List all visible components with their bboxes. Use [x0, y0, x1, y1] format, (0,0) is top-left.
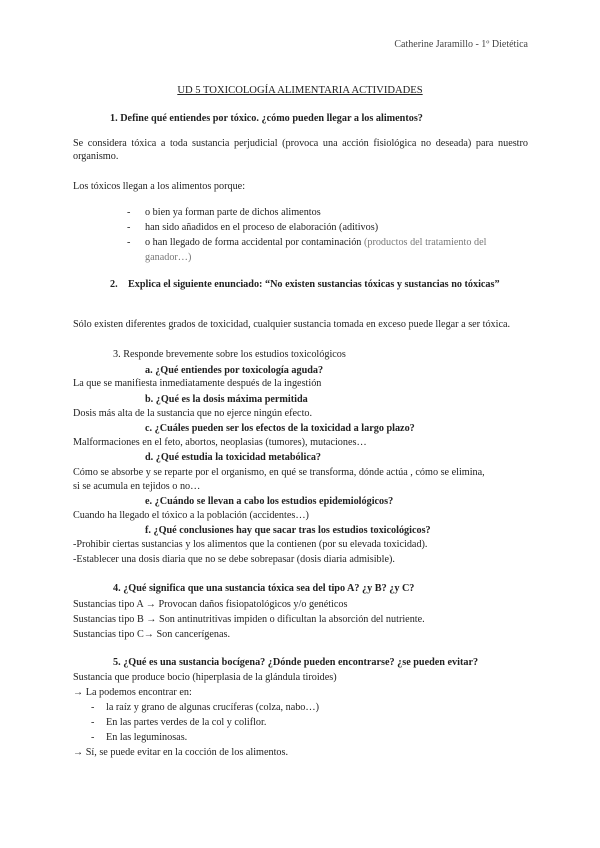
q1-item — [145, 236, 486, 249]
q3f-question: f. ¿Qué conclusiones hay que sacar tras los estudios toxicológicos? — [145, 525, 431, 536]
q1-heading: 1. Define qué entiendes por tóxico. ¿cómo pueden llegar a los alimentos? — [110, 113, 423, 124]
q3e-answer: Cuando ha llegado el tóxico a la población (accidentes…) — [73, 510, 309, 521]
q3c-answer: Malformaciones en el feto, abortos, neoplasias (tumores), mutaciones… — [73, 437, 367, 448]
q5-item: la raíz y grano de algunas crucíferas (colza, nabo…) — [106, 702, 319, 713]
q5-line-last: → Sí, se puede evitar en la cocción de los alimentos. — [73, 747, 289, 758]
q3d-question: d. ¿Qué estudia la toxicidad metabólica? — [145, 452, 322, 463]
q5-heading: 5. ¿Qué es una sustancia bocígena? ¿Dónde pueden encontrarse? ¿se pueden evitar? — [113, 657, 479, 668]
q3f-answer: -Establecer una dosis diaria que no se debe sobrepasar (dosis diaria admisible). — [73, 554, 395, 565]
bullet-dash: - — [91, 732, 95, 743]
q3f-answer: -Prohibir ciertas sustancias y los alimentos que la contienen (por su elevada toxicidad). — [73, 539, 428, 550]
q4-heading: 4. ¿Qué significa que una sustancia tóxica sea del tipo A? ¿y B? ¿y C? — [113, 583, 415, 594]
q1-answer: Se considera tóxica a toda sustancia perjudicial (provoca una acción fisiológica no deseada) para nuestro organismo. — [73, 138, 528, 162]
q3e-question: e. ¿Cuándo se llevan a cabo los estudios epidemiológicos? — [145, 496, 394, 507]
q5-item: En las partes verdes de la col y coliflor. — [106, 717, 267, 728]
q2-number: 2. — [110, 279, 118, 290]
q2-heading: Explica el siguiente enunciado: “No existen sustancias tóxicas y sustancias no tóxicas” — [128, 279, 500, 290]
bullet-dash: - — [127, 207, 131, 218]
bullet-dash: - — [91, 702, 95, 713]
q5-line: Sustancia que produce bocio (hiperplasia de la glándula tiroides) — [73, 672, 337, 683]
q3a-question: a. ¿Qué entiendes por toxicología aguda? — [145, 365, 324, 376]
page-title: UD 5 TOXICOLOGÍA ALIMENTARIA ACTIVIDADES — [177, 85, 423, 96]
q3d-answer: Cómo se absorbe y se reparte por el organismo, en qué se transforma, dónde actúa , cómo se elimina, — [73, 467, 485, 478]
q3b-answer: Dosis más alta de la sustancia que no ejerce ningún efecto. — [73, 408, 313, 419]
q5-line: → La podemos encontrar en: — [73, 687, 192, 698]
q3-heading: 3. Responde brevemente sobre los estudios toxicológicos — [113, 349, 346, 360]
q1-item: o bien ya forman parte de dichos alimentos — [145, 207, 321, 218]
q3a-answer: La que se manifiesta inmediatamente después de la ingestión — [73, 378, 322, 389]
q5-item: En las leguminosas. — [106, 732, 188, 743]
q1-item3-main: o han llegado de forma accidental por contaminación — [145, 237, 362, 248]
q2-answer: Sólo existen diferentes grados de toxicidad, cualquier sustancia tomada en exceso puede llegar a ser tóxica. — [73, 319, 511, 330]
q4-line: Sustancias tipo B → Son antinutritivas impiden o dificultan la absorción del nutriente. — [73, 614, 425, 625]
q3d-answer-cont: si se acumula en tejidos o no… — [73, 481, 201, 492]
q4-line: Sustancias tipo A → Provocan daños fisiopatológicos y/o genéticos — [73, 599, 348, 610]
q1-item3-grey-cont: ganador…) — [145, 252, 192, 263]
q4-line: Sustancias tipo C→ Son cancerígenas. — [73, 629, 231, 640]
bullet-dash: - — [127, 237, 131, 248]
bullet-dash: - — [91, 717, 95, 728]
q1-intro: Los tóxicos llegan a los alimentos porque: — [73, 181, 246, 192]
q3c-question: c. ¿Cuáles pueden ser los efectos de la toxicidad a largo plazo? — [145, 423, 415, 434]
page-header: Catherine Jaramillo - 1º Dietética — [394, 39, 528, 50]
q1-item: han sido añadidos en el proceso de elaboración (aditivos) — [145, 222, 379, 233]
q1-item3-grey: (productos del tratamiento del — [363, 237, 487, 248]
q3b-question: b. ¿Qué es la dosis máxima permitida — [145, 394, 308, 405]
bullet-dash: - — [127, 222, 131, 233]
